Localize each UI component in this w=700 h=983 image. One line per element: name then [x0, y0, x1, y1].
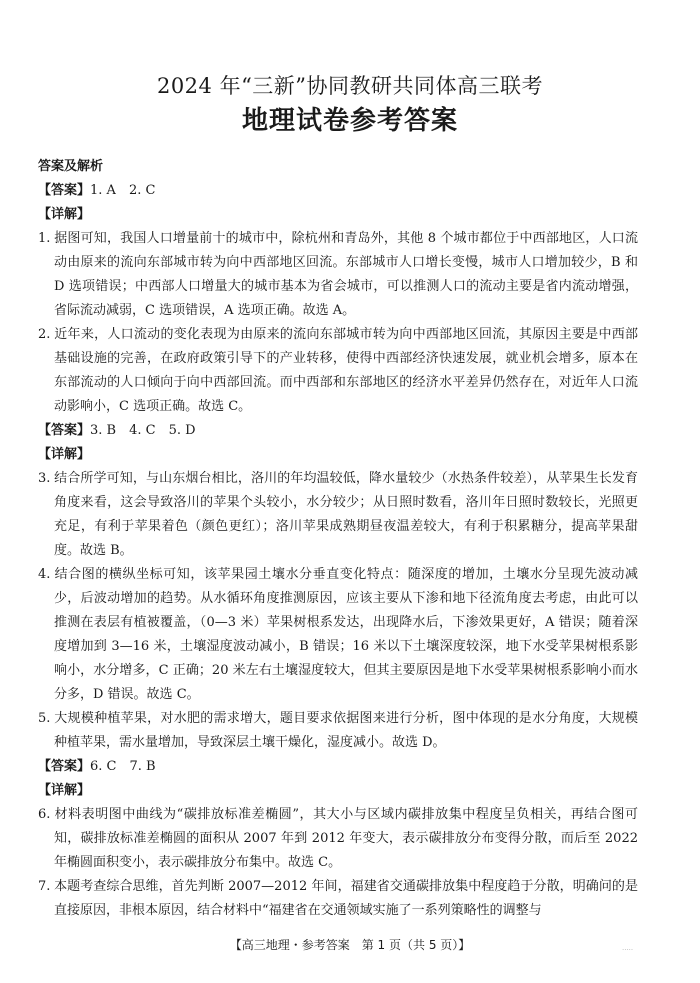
item-number: 2.: [38, 327, 51, 342]
answer-label: 【答案】: [38, 423, 91, 438]
answer-block: [38, 755, 638, 923]
answer-line: [38, 755, 638, 779]
section-heading: 答案及解析: [38, 159, 104, 174]
answer-line: [38, 179, 638, 203]
detail-label: 【详解】: [38, 447, 91, 462]
answer-text: 1. A 2. C: [90, 183, 156, 198]
item-text: 近年来，人口流动的变化表现为由原来的流向东部城市转为向中西部地区回流，其原因主要是中西部基础设施的完善，在政府政策引导下的产业转移，使得中西部经济快速发展，就业机会增多，原本在东部流动的人口倾向于向中西部回流。而中西部和东部地区的经济水平差异仍然存在，对近年人口流动影响小，C 选项正确。故选 C。: [54, 327, 638, 414]
explanation-item: [38, 227, 638, 323]
item-text: 材料表明图中曲线为“碳排放标准差椭圆”，其大小与区域内碳排放集中程度呈负相关，再结合图可知，碳排放标准差椭圆的面积从 2007 年到 2012 年变大，表示碳排放分布变得分散，而后至 2022 年椭圆面积变小，表示碳排放分布集中。故选 C。: [54, 807, 638, 870]
detail-label: 【详解】: [38, 207, 91, 222]
explanation-item: [38, 323, 638, 419]
document-body: [38, 155, 638, 923]
explanation-item: [38, 803, 638, 875]
answer-text: 3. B 4. C 5. D: [90, 423, 196, 438]
item-text: 结合图的横纵坐标可知，该苹果园土壤水分垂直变化特点：随深度的增加，土壤水分呈现先波动减少，后波动增加的趋势。从水循环角度推测原因，应该主要从下渗和地下径流角度去考虑，由此可以推测在表层有植被覆盖，（0—3 米）苹果树根系发达，出现降水后，下渗效果更好，A 错误；随着深度增加到 3—16 米，土壤湿度波动减小，B 错误；16 米以下土壤深度较深，地下水受苹果树根系影响小，水分增多，C 正确；20 米左右土壤湿度较大，但其主要原因是地下水受苹果树根系影响小而水分多，D 错误。故选 C。: [54, 567, 638, 702]
item-number: 7.: [38, 879, 51, 894]
explanation-item: [38, 707, 638, 755]
answer-label: 【答案】: [38, 183, 91, 198]
exam-title: 2024 年“三新”协同教研共同体高三联考: [156, 74, 544, 98]
item-number: 5.: [38, 711, 51, 726]
corner-mark: .....: [622, 944, 634, 952]
page-footer: 【高三地理・参考答案 第 1 页（共 5 页）】: [229, 938, 471, 952]
item-text: 据图可知，我国人口增量前十的城市中，除杭州和青岛外，其他 8 个城市都位于中西部地区，人口流动由原来的流向东部城市转为向中西部地区回流。东部城市人口增长变慢，城市人口增加较少，B 和 D 选项错误；中西部人口增量大的城市基本为省会城市，可以推测人口的流动主要是省内流动增强，省际流动减弱，C 选项错误，A 选项正确。故选 A。: [54, 231, 638, 318]
document-title: 地理试卷参考答案: [241, 106, 458, 136]
answer-text: 6. C 7. B: [90, 759, 156, 774]
item-text: 结合所学可知，与山东烟台相比，洛川的年均温较低，降水量较少（水热条件较差），从苹果生长发育角度来看，这会导致洛川的苹果个头较小，水分较少；从日照时数看，洛川年日照时数较长，光照更充足，有利于苹果着色（颜色更红）；洛川苹果成熟期昼夜温差较大，有利于积累糖分，提高苹果甜度。故选 B。: [54, 471, 638, 558]
item-text: 本题考查综合思维，首先判断 2007—2012 年间，福建省交通碳排放集中程度趋于分散，明确问的是直接原因，非根本原因，结合材料中“福建省在交通领域实施了一系列策略性的调整与: [54, 879, 638, 918]
item-number: 4.: [38, 567, 51, 582]
answer-block: [38, 179, 638, 419]
explanation-item: [38, 875, 638, 923]
answer-label: 【答案】: [38, 759, 91, 774]
answer-block: [38, 419, 638, 755]
explanation-item: [38, 467, 638, 563]
answer-line: [38, 419, 638, 443]
item-number: 3.: [38, 471, 51, 486]
item-text: 大规模种植苹果，对水肥的需求增大，题目要求依据图来进行分析，图中体现的是水分角度，大规模种植苹果，需水量增加，导致深层土壤干燥化，湿度减小。故选 D。: [54, 711, 638, 750]
explanation-item: [38, 563, 638, 707]
item-number: 6.: [38, 807, 51, 822]
detail-label: 【详解】: [38, 783, 91, 798]
item-number: 1.: [38, 231, 51, 246]
